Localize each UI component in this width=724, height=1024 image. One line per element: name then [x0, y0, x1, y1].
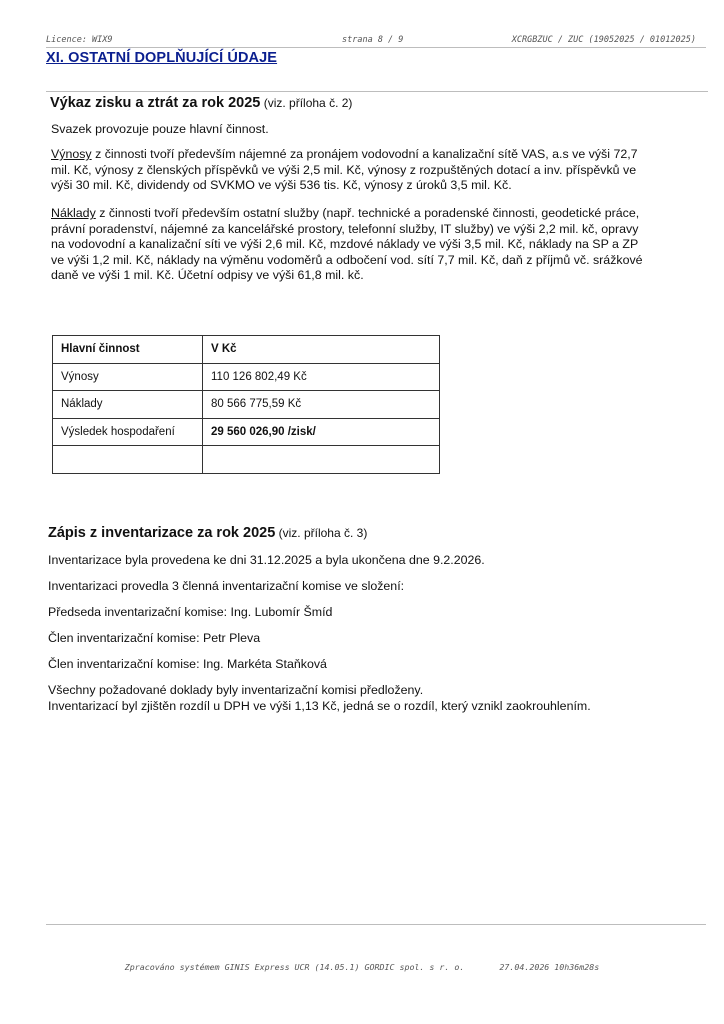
- header-document-id: XCRGBZUC / ZUC (19052025 / 01012025): [511, 35, 696, 45]
- inventory-member-2: Člen inventarizační komise: Ing. Markéta Staňková: [48, 657, 327, 671]
- results-table: [52, 335, 440, 474]
- revenues-line-1: [51, 147, 711, 163]
- main-activity-note: Svazek provozuje pouze hlavní činnost.: [51, 122, 269, 136]
- inventory-commission-intro: Inventarizaci provedla 3 členná inventarizační komise ve složení:: [48, 579, 405, 593]
- table-header-row: [53, 336, 440, 364]
- table-cell-value: 110 126 802,49 Kč: [203, 363, 440, 391]
- table-header-amount: V Kč: [203, 336, 440, 364]
- income-statement-heading: [50, 95, 352, 111]
- table-row: [53, 363, 440, 391]
- revenues-line-3: výši 30 mil. Kč, dividendy od SVKMO ve výši 536 tis. Kč, výnosy z úroků 3,5 mil. Kč.: [51, 178, 512, 192]
- costs-line-1: [51, 206, 711, 222]
- footer-text: Zpracováno systémem GINIS Express UCR (14.05.1) GORDIC spol. s r. o. 27.04.2026 10h36m28s: [124, 962, 600, 972]
- header-divider: [46, 47, 706, 48]
- table-cell-label: Výnosy: [53, 363, 203, 391]
- inventory-title: Zápis z inventarizace za rok 2025: [48, 525, 276, 541]
- table-cell-label: Výsledek hospodaření: [53, 418, 203, 446]
- inventory-chairman: Předseda inventarizační komise: Ing. Lubomír Šmíd: [48, 605, 333, 619]
- table-cell-value: 80 566 775,59 Kč: [203, 391, 440, 419]
- income-statement-reference: (viz. příloha č. 2): [260, 96, 353, 110]
- table-cell-label: Náklady: [53, 391, 203, 419]
- table-row: [53, 391, 440, 419]
- header-page-number: strana 8 / 9: [342, 35, 404, 45]
- table-cell-label: [53, 446, 203, 474]
- footer-divider: [46, 924, 706, 925]
- revenues-paragraph: [51, 147, 711, 194]
- costs-label: Náklady: [51, 206, 96, 220]
- costs-line-2: právní poradenství, nájemné za kancelářské prostory, telefonní služby, IT služby) ve výši 2,2 mil. kč, opravy: [51, 221, 639, 236]
- table-row: [53, 418, 440, 446]
- revenues-text-1: z činnosti tvoří především nájemné za pronájem vodovodní a kanalizační sítě VAS, a.s ve výši 72,7: [91, 147, 638, 161]
- section-title: XI. OSTATNÍ DOPLŇUJÍCÍ ÚDAJE: [46, 50, 278, 66]
- revenues-label: Výnosy: [51, 147, 92, 161]
- costs-paragraph: [51, 206, 711, 284]
- table-row-empty: [53, 446, 440, 474]
- table-cell-value-result: 29 560 026,90 /zisk/: [203, 418, 440, 446]
- inventory-documents-note: Všechny požadované doklady byly inventarizační komisi předloženy.: [48, 683, 424, 697]
- costs-text-1: z činnosti tvoří především ostatní služby (např. technické a poradenské činnosti, geodetické práce,: [95, 206, 640, 220]
- inventory-vat-difference: Inventarizací byl zjištěn rozdíl u DPH ve výši 1,13 Kč, jedná se o rozdíl, který vznikl zaokrouhlením.: [48, 699, 591, 713]
- table-cell-value: [203, 446, 440, 474]
- inventory-heading: [48, 525, 367, 541]
- inventory-dates: Inventarizace byla provedena ke dni 31.12.2025 a byla ukončena dne 9.2.2026.: [48, 553, 485, 567]
- income-statement-title: Výkaz zisku a ztrát za rok 2025: [50, 95, 261, 111]
- costs-line-5: daně ve výši 1 mil. Kč. Účetní odpisy ve výši 61,8 mil. kč.: [51, 268, 364, 282]
- table-header-activity: Hlavní činnost: [53, 336, 203, 364]
- section-divider: [46, 91, 708, 92]
- costs-line-3: na vodovodní a kanalizační síti ve výši 2,6 mil. Kč, mzdové náklady ve výši 3,5 mil. Kč, náklady na SP a ZP: [51, 237, 639, 251]
- inventory-member-1: Člen inventarizační komise: Petr Pleva: [48, 631, 261, 645]
- costs-line-4: ve výši 1,2 mil. Kč, náklady na výměnu vodoměrů a odbočení vod. sítí 7,7 mil. Kč, daň z příjmů vč. srážkové: [51, 252, 643, 267]
- inventory-reference: (viz. příloha č. 3): [275, 526, 368, 540]
- revenues-line-2: mil. Kč, výnosy z členských příspěvků ve výši 2,5 mil. Kč, výnosy z rozpuštěných dotací a inv. příspěvků ve: [51, 162, 637, 177]
- header-licence: Licence: WIX9: [46, 35, 113, 45]
